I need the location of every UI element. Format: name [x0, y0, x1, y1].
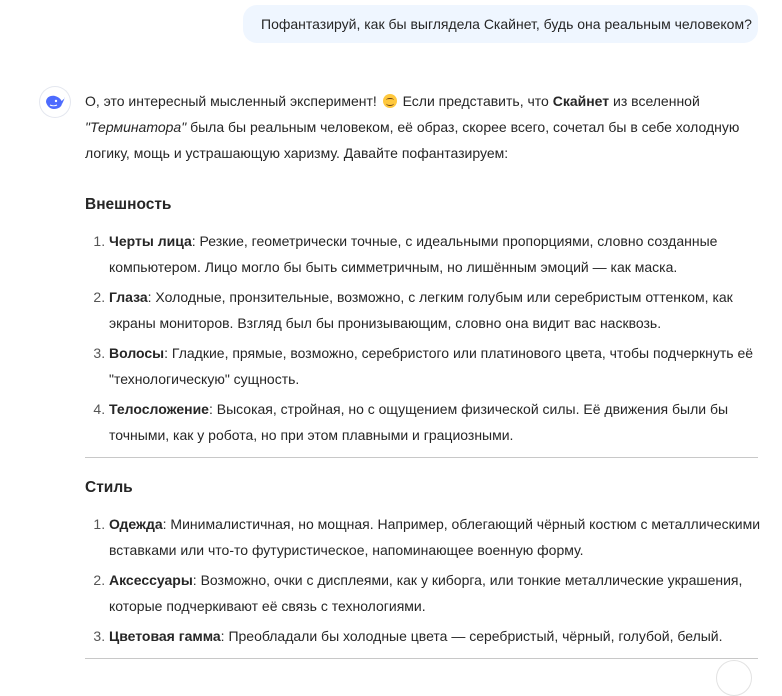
- answer-intro: О, это интересный мысленный эксперимент! Если представить, что Скайнет из вселенной "Терминатора" была бы реальным человеком, её образ, скорее всего, сочетал бы в себе холодную логику, мощь и устрашающую харизму. Давайте пофантазируем:: [85, 93, 740, 161]
- terminator-title: "Терминатора": [85, 119, 187, 135]
- list-item: 1. Черты лица: Резкие, геометрически точные, с идеальными пропорциями, словно созданные компьютером. Лицо могло бы быть симметричным, но лишённым эмоций — как маска.: [109, 228, 760, 280]
- assistant-avatar: [40, 87, 70, 117]
- list-item: 3. Волосы: Гладкие, прямые, возможно, серебристого или платинового цвета, чтобы подчеркнуть её "технологическую" сущность.: [109, 340, 760, 392]
- list-item: 2. Аксессуары: Возможно, очки с дисплеями, как у киборга, или тонкие металлические украшения, которые подчеркивают её связь с технологиями.: [109, 567, 760, 619]
- assistant-answer: [85, 88, 760, 659]
- appearance-list: [85, 228, 760, 448]
- style-list: [85, 511, 760, 649]
- smiling-face-icon: [383, 94, 397, 108]
- list-item: 4. Телосложение: Высокая, стройная, но с ощущением физической силы. Её движения были бы точными, как у робота, но при этом плавными и грациозными.: [109, 396, 760, 448]
- list-item: 3. Цветовая гамма: Преобладали бы холодные цвета — серебристый, чёрный, голубой, белый.: [109, 623, 760, 649]
- user-message-text: Пофантазируй, как бы выглядела Скайнет, будь она реальным человеком?: [261, 16, 752, 32]
- section-heading-style: Стиль: [85, 479, 133, 496]
- list-item: 1. Одежда: Минималистичная, но мощная. Например, облегающий чёрный костюм с металлическими вставками или что-то футуристическое, напоминающее военную форму.: [109, 511, 760, 563]
- user-message-bubble: [243, 5, 758, 43]
- section-divider: [85, 658, 758, 659]
- skynet-term: Скайнет: [552, 93, 610, 109]
- list-item: 2. Глаза: Холодные, пронзительные, возможно, с легким голубым или серебристым оттенком, как экраны мониторов. Взгляд был бы пронизывающим, словно она видит вас насквозь.: [109, 284, 760, 336]
- scroll-down-button[interactable]: [716, 660, 752, 696]
- section-heading-appearance: Внешность: [85, 196, 172, 213]
- whale-logo-icon: [44, 93, 66, 111]
- section-divider: [85, 457, 758, 458]
